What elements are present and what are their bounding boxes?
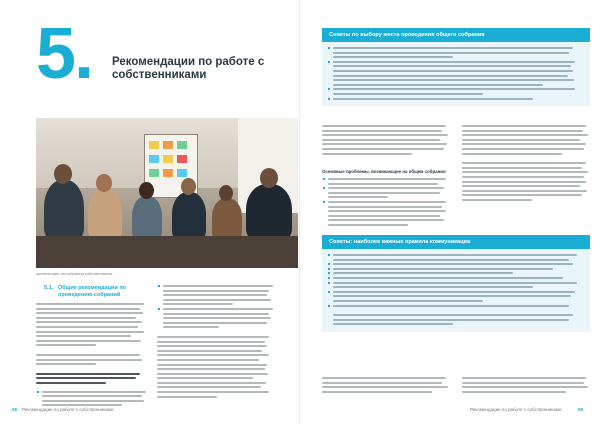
tip-box-venue — [322, 28, 590, 106]
chapter-number: 5. — [36, 14, 93, 94]
right-page-number: 59 — [578, 407, 584, 412]
right-page-bottom-col-1 — [322, 377, 450, 395]
meeting-photo — [36, 118, 298, 268]
left-page-second-column — [157, 285, 272, 400]
section-title: Общие рекомендации по проведению собраний — [58, 285, 127, 298]
tip-box-body — [322, 249, 590, 332]
right-page-column-1 — [322, 125, 450, 157]
right-page-bottom-col-2 — [462, 377, 590, 395]
right-page-column-2 — [462, 125, 590, 204]
tip-box-title: Советы по выбору места проведения общего собрания — [322, 28, 590, 42]
tip-box-title: Советы: наиболее важные правила коммуникации — [322, 235, 590, 249]
photo-caption: презентация на собрании собственников — [36, 271, 113, 276]
left-column-text — [36, 303, 146, 409]
problems-subheading: Основные проблемы, возникающие на общем собрании — [322, 169, 446, 174]
chapter-title: Рекомендации по работе с собственниками — [112, 56, 265, 81]
tip-box-communication — [322, 235, 590, 332]
problems-list — [322, 178, 450, 229]
left-page-number: 58 — [12, 407, 18, 412]
left-running-footer: Рекомендации по работе с собственниками — [22, 407, 114, 412]
right-running-footer: Рекомендации по работе с собственниками — [470, 407, 562, 412]
section-number: 5.1. — [44, 285, 54, 291]
tip-box-body — [322, 42, 590, 106]
